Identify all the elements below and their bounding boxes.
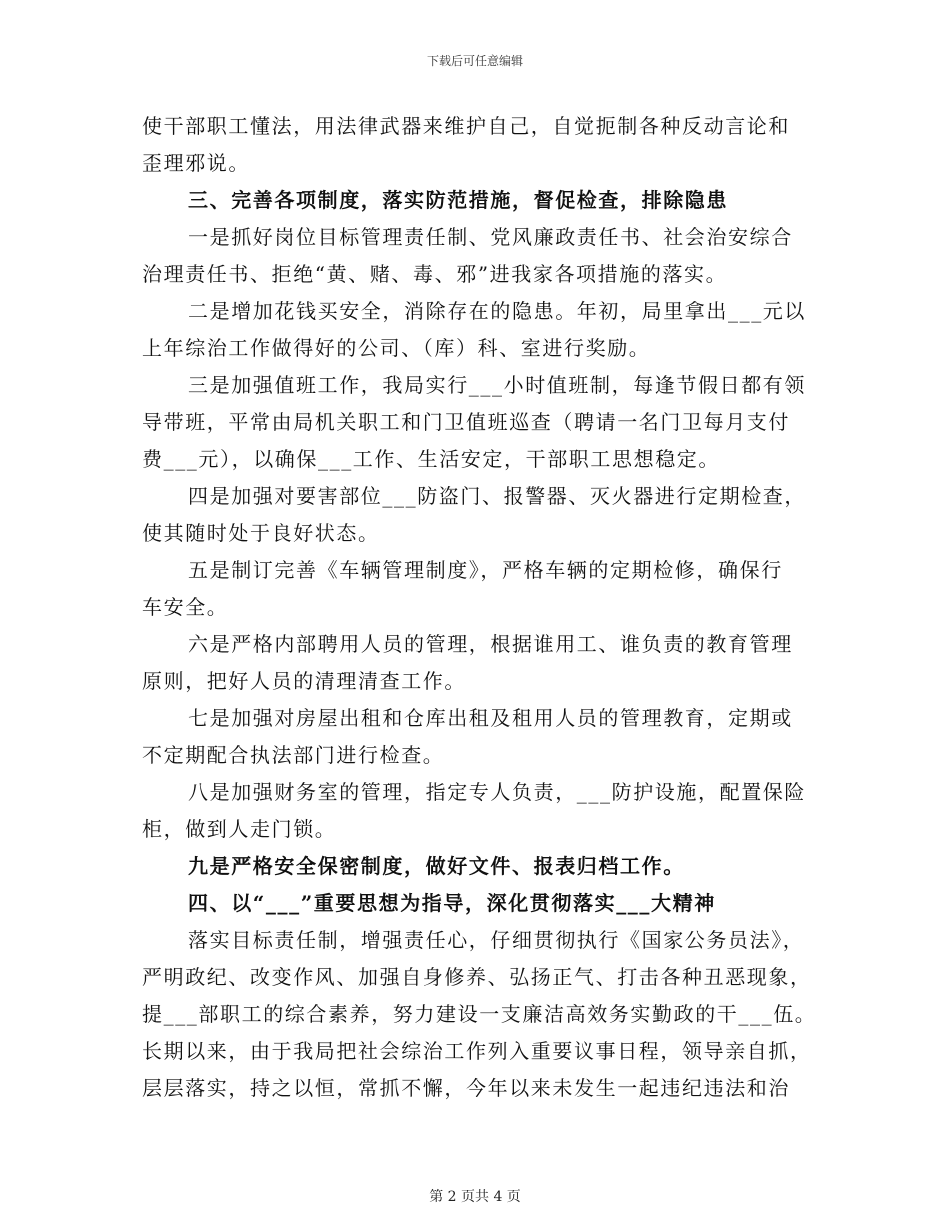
- paragraph-line: 柜，做到人走门锁。: [142, 817, 337, 841]
- paragraph-line: 不定期配合执法部门进行检查。: [142, 743, 445, 767]
- paragraph-line: 长期以来，由于我局把社会综治工作列入重要议事日程，领导亲自抓，: [142, 1039, 812, 1063]
- paragraph-line: 使干部职工懂法，用法律武器来维护自己，自觉扼制各种反动言论和: [142, 114, 790, 138]
- paragraph-line: 导带班，平常由局机关职工和门卫值班巡查（聘请一名门卫每月支付: [142, 410, 790, 434]
- section-heading-line: 九是严格安全保密制度，做好文件、报表归档工作。: [188, 854, 685, 878]
- document-body: [142, 108, 817, 1107]
- paragraph-line: 二是增加花钱买安全，消除存在的隐患。年初，局里拿出___元以: [188, 299, 806, 323]
- page-footer: 第 2 页共 4 页: [429, 1189, 521, 1205]
- paragraph-line: 四是加强对要害部位___防盗门、报警器、灭火器进行定期检查，: [188, 484, 806, 508]
- paragraph-line: 六是严格内部聘用人员的管理，根据谁用工、谁负责的教育管理: [188, 632, 793, 656]
- paragraph-line: 一是抓好岗位目标管理责任制、党风廉政责任书、社会治安综合: [188, 225, 793, 249]
- paragraph-line: 严明政纪、改变作风、加强自身修养、弘扬正气、打击各种丑恶现象，: [142, 965, 812, 989]
- paragraph-line: 使其随时处于良好状态。: [142, 521, 380, 545]
- paragraph-line: 上年综治工作做得好的公司、（库）科、室进行奖励。: [142, 336, 651, 360]
- paragraph-line: 三是加强值班工作，我局实行___小时值班制，每逢节假日都有领: [188, 373, 806, 397]
- paragraph-line: 八是加强财务室的管理，指定专人负责，___防护设施，配置保险: [188, 780, 806, 804]
- paragraph-line: 车安全。: [142, 595, 229, 619]
- page-header: 下载后可任意编辑: [426, 54, 523, 68]
- paragraph-line: 层层落实，持之以恒，常抓不懈，今年以来未发生一起违纪违法和治: [142, 1076, 790, 1100]
- paragraph-line: 原则，把好人员的清理清查工作。: [142, 669, 466, 693]
- paragraph-line: 歪理邪说。: [142, 151, 250, 175]
- section-heading-line: 三、完善各项制度，落实防范措施，督促检查，排除隐患: [188, 188, 728, 212]
- paragraph-line: 落实目标责任制，增强责任心，仔细贯彻执行《国家公务员法》，: [188, 928, 805, 952]
- paragraph-line: 七是加强对房屋出租和仓库出租及租用人员的管理教育，定期或: [188, 706, 793, 730]
- paragraph-line: 治理责任书、拒绝“黄、赌、毒、邪”进我家各项措施的落实。: [142, 262, 728, 286]
- paragraph-line: 提___部职工的综合素养，努力建设一支廉洁高效务实勤政的干___伍。: [142, 1002, 817, 1026]
- paragraph-line: 费___元），以确保___工作、生活安定，干部职工思想稳定。: [142, 447, 720, 471]
- paragraph-line: 五是制订完善《车辆管理制度》，严格车辆的定期检修，确保行: [188, 558, 783, 582]
- section-heading-line: 四、以“___”重要思想为指导，深化贯彻落实___大精神: [188, 891, 716, 915]
